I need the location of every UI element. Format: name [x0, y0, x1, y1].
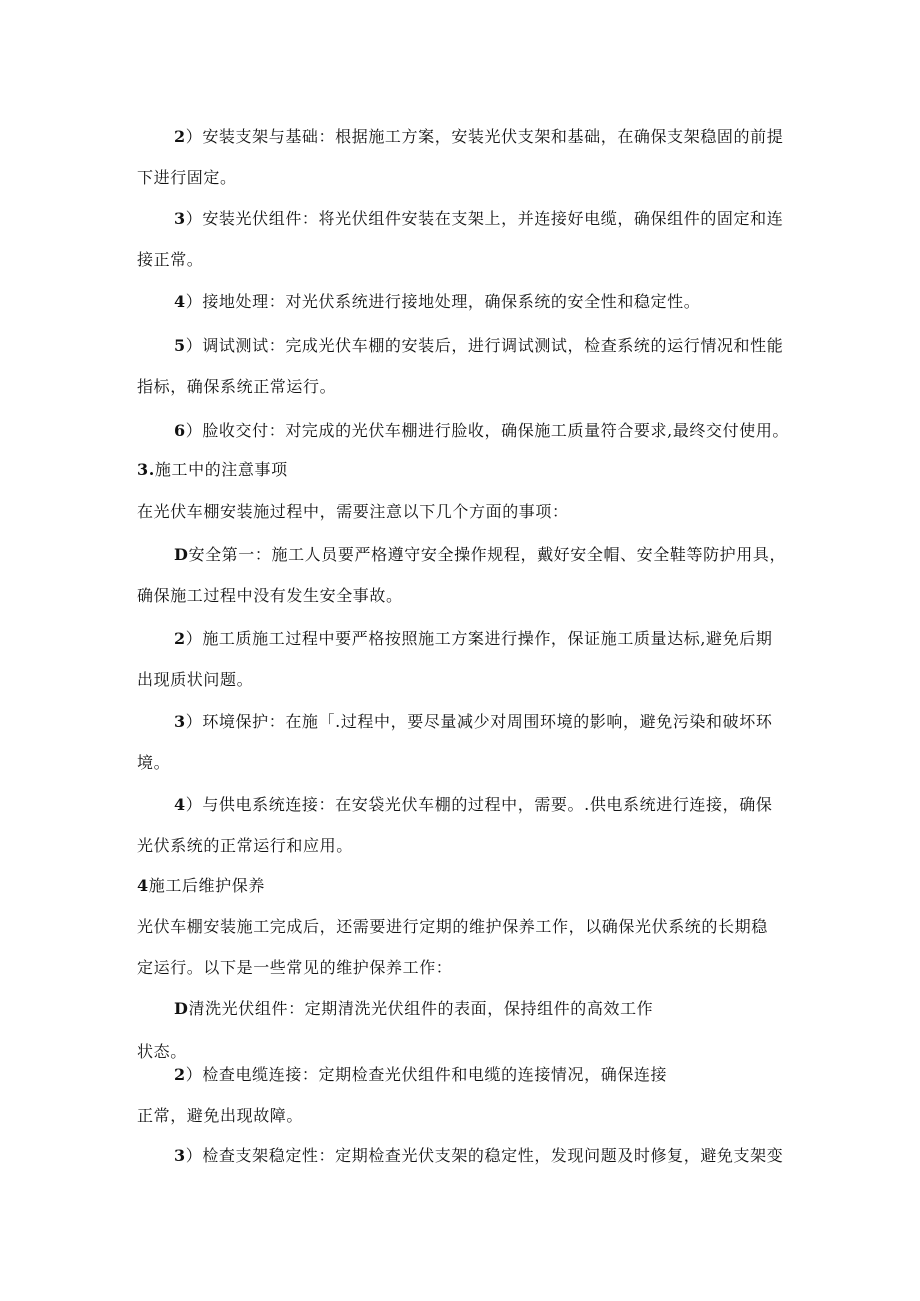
item-continuation: 光伏系统的正常运行和应用。: [137, 836, 353, 855]
item-continuation: 正常，避免出现故障。: [137, 1106, 304, 1125]
item-number: D: [174, 545, 189, 564]
list-item: [174, 999, 653, 1019]
item-number: 3: [174, 1146, 186, 1165]
item-text: ）安装光伏组件：将光伏组件安装在支架上，并连接好电缆，确保组件的固定和连: [185, 209, 784, 228]
item-continuation: 接正常。: [137, 250, 204, 269]
item-number: 2: [174, 629, 186, 648]
item-text: ）接地处理：对光伏系统进行接地处理，确保系统的安全性和稳定性。: [185, 292, 701, 311]
item-number: 5: [174, 336, 186, 355]
section-heading: [137, 460, 288, 480]
heading-text: 施工中的注意事项: [154, 460, 288, 479]
item-text: ）检查支架稳定性：定期检查光伏支架的稳定性，发现问题及时修复，避免支架变: [185, 1146, 784, 1165]
item-text: ）调试测试：完成光伏车棚的安装后，进行调试测试，检查系统的运行情况和性能: [185, 336, 784, 355]
item-continuation: 确保施工过程中没有发生安全事故。: [137, 586, 403, 605]
item-number: 4: [174, 292, 186, 311]
item-text: ）检查电缆连接：定期检查光伏组件和电缆的连接情况，确保连接: [185, 1065, 668, 1084]
item-text: ）安装支架与基础：根据施工方案，安装光伏支架和基础，在确保支架稳固的前提: [185, 127, 784, 146]
item-continuation: 境。: [137, 753, 171, 772]
list-item: [174, 292, 700, 312]
item-text: ）与供电系统连接：在安袋光伏车棚的过程中，需要。.供电系统进行连接，确保: [185, 795, 773, 814]
list-item: [174, 629, 772, 649]
item-number: 2: [174, 127, 186, 146]
item-number: 6: [174, 421, 186, 440]
list-item: [174, 336, 783, 356]
list-item: [174, 712, 772, 732]
item-number: 2: [174, 1065, 186, 1084]
list-item: [174, 421, 789, 441]
item-number: 3: [174, 209, 186, 228]
list-item: [174, 1065, 667, 1085]
item-text: 安全第一：施工人员要严格遵守安全操作规程，戴好安全帽、安全鞋等防护用具，: [188, 545, 787, 564]
item-text: ）脸收交付：对完成的光伏车棚进行脸收，确保施工质量符合要求,最终交付使用。: [185, 421, 790, 440]
heading-number: 4: [137, 876, 149, 895]
item-continuation: 状态。: [137, 1042, 187, 1061]
item-text: 清洗光伏组件：定期清洗光伏组件的表面，保持组件的高效工作: [188, 999, 654, 1018]
section-heading: [137, 876, 265, 896]
list-item: [174, 209, 783, 229]
heading-text: 施工后维护保养: [148, 876, 265, 895]
section-intro: 光伏车棚安装施工完成后，还需要进行定期的维护保养工作，以确保光伏系统的长期稳: [137, 917, 768, 936]
list-item: [174, 545, 786, 565]
list-item: [174, 127, 783, 147]
item-number: 3: [174, 712, 186, 731]
list-item: [174, 795, 772, 815]
item-text: ）施工质施工过程中要严格按照施工方案进行操作，保证施工质量达标,避免后期: [185, 629, 773, 648]
item-number: D: [174, 999, 189, 1018]
item-continuation: 下进行固定。: [137, 168, 237, 187]
section-intro: 在光伏车棚安装施过程中，需要注意以下几个方面的事项：: [137, 502, 569, 521]
heading-number: 3.: [137, 460, 155, 479]
list-item: [174, 1146, 783, 1166]
item-continuation: 指标，确保系统正常运行。: [137, 377, 337, 396]
item-text: ）环境保护：在施「.过程中，要尽量减少对周围环境的影响，避免污染和破坏环: [185, 712, 773, 731]
section-intro-continuation: 定运行。以下是一些常见的维护保养工作：: [137, 958, 453, 977]
item-number: 4: [174, 795, 186, 814]
item-continuation: 出现质状问题。: [137, 670, 254, 689]
